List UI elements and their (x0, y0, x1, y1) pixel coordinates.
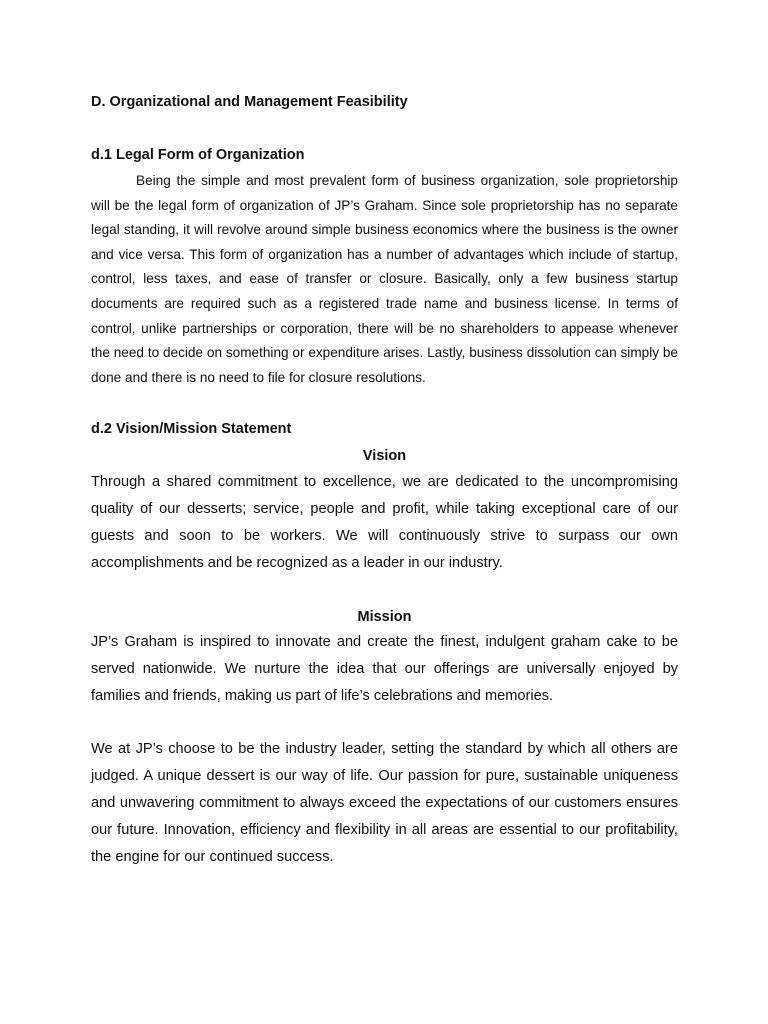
vision-mission-heading: d.2 Vision/Mission Statement (91, 421, 292, 437)
mission-title: Mission (357, 609, 412, 625)
legal-form-paragraph: Being the simple and most prevalent form of business organization, sole proprietorship will be the legal form of organization of JP’s Graham. Since sole proprietorship has no separate legal standing, it will revolve around simple business economics where the business is the owner and vice versa. This form of organization has a number of advantages which include of startup, control, less taxes, and ease of transfer or closure. Basically, only a few business startup documents are required such as a registered trade name and business license. In terms of control, unlike partnerships or corporation, there will be no shareholders to appease whenever the need to decide on something or expenditure arises. Lastly, business dissolution can simply be done and there is no need to file for closure resolutions. (91, 173, 678, 385)
mission-paragraph-2: We at JP’s choose to be the industry leader, setting the standard by which all others are judged. A unique dessert is our way of life. Our passion for pure, sustainable uniqueness and unwavering commitment to always exceed the expectations of our customers ensures our future. Innovation, efficiency and flexibility in all areas are essential to our profitability, the engine for our continued success. (91, 741, 678, 865)
vision-title: Vision (362, 448, 407, 464)
mission-paragraph-1: JP’s Graham is inspired to innovate and create the finest, indulgent graham cake to be served nationwide. We nurture the idea that our offerings are universally enjoyed by families and friends, making us part of life’s celebrations and memories. (91, 634, 678, 704)
section-heading: D. Organizational and Management Feasibility (91, 94, 408, 110)
legal-form-heading: d.1 Legal Form of Organization (91, 147, 305, 163)
vision-paragraph: Through a shared commitment to excellence, we are dedicated to the uncompromising quality of our desserts; service, people and profit, while taking exceptional care of our guests and soon to be workers. We will continuously strive to surpass our own accomplishments and be recognized as a leader in our industry. (91, 474, 678, 571)
